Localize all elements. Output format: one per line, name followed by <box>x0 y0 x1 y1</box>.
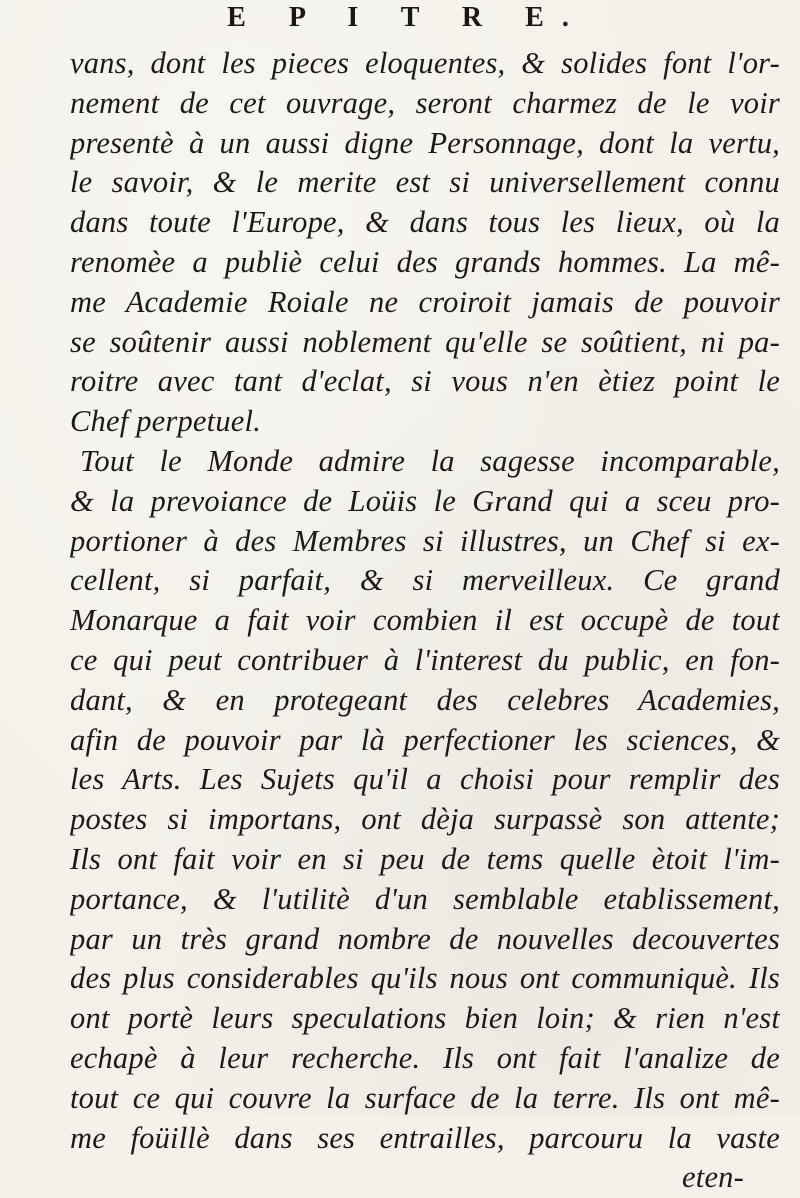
text-line: Monarque a fait voir combien il est occupè de tout <box>70 603 780 638</box>
text-line: portance, & l'utilitè d'un semblable etablissement, <box>70 881 780 916</box>
text-line: dant, & en protegeant des celebres Academies, <box>70 682 780 717</box>
text-line: me Academie Roiale ne croiroit jamais de pouvoir <box>70 284 780 319</box>
text-line: presentè à un aussi digne Personnage, dont la vertu, <box>70 125 780 160</box>
text-line: Tout le Monde admire la sagesse incomparable, <box>80 443 780 478</box>
text-line: Ils ont fait voir en si peu de tems quelle ètoit l'im- <box>70 841 780 876</box>
text-line: les Arts. Les Sujets qu'il a choisi pour remplir des <box>70 762 780 797</box>
catchword: eten- <box>682 1160 744 1195</box>
text-line: & la prevoiance de Loüis le Grand qui a sceu pro- <box>70 483 780 518</box>
text-line: afin de pouvoir par là perfectioner les sciences, & <box>70 722 780 757</box>
text-line: echapè à leur recherche. Ils ont fait l'analize de <box>70 1040 780 1075</box>
text-line: postes si importans, ont dèja surpassè son attente; <box>70 802 780 837</box>
epistle-body <box>70 44 780 1198</box>
text-line: renomèe a publiè celui des grands hommes. La mê- <box>70 244 780 279</box>
text-line: des plus considerables qu'ils nous ont communiquè. Ils <box>70 961 780 996</box>
text-line: cellent, si parfait, & si merveilleux. Ce grand <box>70 563 780 598</box>
text-line: vans, dont les pieces eloquentes, & solides font l'or- <box>70 46 780 80</box>
text-line: Chef perpetuel. <box>70 404 262 439</box>
text-line: nement de cet ouvrage, seront charmez de le voir <box>70 85 780 120</box>
text-line: dans toute l'Europe, & dans tous les lieux, où la <box>70 205 780 240</box>
text-line: tout ce qui couvre la surface de la terre. Ils ont mê- <box>70 1080 780 1115</box>
text-line: se soûtenir aussi noblement qu'elle se soûtient, ni pa- <box>70 324 780 359</box>
text-line: le savoir, & le merite est si universellement connu <box>70 165 780 200</box>
text-line: me foüillè dans ses entrailles, parcouru la vaste <box>70 1120 780 1155</box>
page-header-title: E P I T R E. <box>227 2 587 33</box>
text-line: ce qui peut contribuer à l'interest du public, en fon- <box>70 642 780 677</box>
text-line: roitre avec tant d'eclat, si vous n'en ètiez point le <box>70 364 780 399</box>
text-line: ont portè leurs speculations bien loin; & rien n'est <box>70 1001 780 1036</box>
text-line: portioner à des Membres si illustres, un Chef si ex- <box>70 523 780 558</box>
text-line: par un très grand nombre de nouvelles decouvertes <box>70 921 780 956</box>
